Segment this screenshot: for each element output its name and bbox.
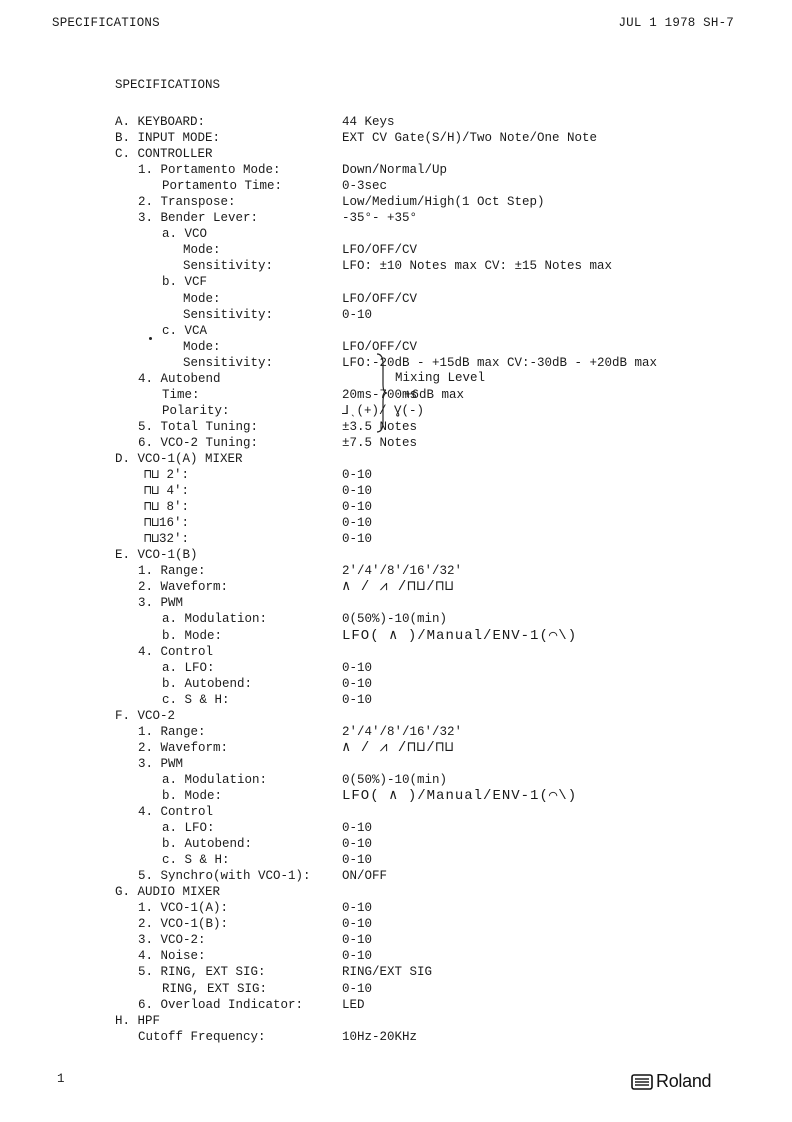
spec-label: Mode: <box>183 291 221 306</box>
spec-value: LFO: ±10 Notes max CV: ±15 Notes max <box>342 259 613 274</box>
spec-value: 0-10 <box>342 949 373 964</box>
spec-value: 0-10 <box>342 468 373 483</box>
spec-label: Cutoff Frequency: <box>138 1029 266 1044</box>
spec-value: LED <box>342 997 365 1012</box>
spec-row <box>0 611 792 627</box>
spec-value: 0-10 <box>342 660 373 675</box>
spec-value: ±3.5 Notes <box>342 419 418 434</box>
spec-value: 0-10 <box>342 901 373 916</box>
spec-label: b. Autobend: <box>162 837 253 852</box>
page-number: 1 <box>57 1072 65 1086</box>
spec-value: LFO( ∧ )/Manual/ENV-1(⌒\) <box>342 627 578 644</box>
spec-label: Portamento Time: <box>162 179 283 194</box>
spec-row <box>0 964 792 980</box>
spec-value: EXT CV Gate(S/H)/Two Note/One Note <box>342 131 598 146</box>
spec-label: G. AUDIO MIXER <box>115 885 221 900</box>
spec-label: c. S & H: <box>162 853 230 868</box>
spec-value: LFO/OFF/CV <box>342 291 418 306</box>
spec-row <box>0 1029 792 1045</box>
spec-label: 1. Range: <box>138 724 206 739</box>
spec-value: 0-10 <box>342 853 373 868</box>
spec-label: 5. Total Tuning: <box>138 419 259 434</box>
spec-row <box>0 291 792 307</box>
spec-row <box>0 339 792 355</box>
spec-value: 0-10 <box>342 821 373 836</box>
spec-label: Polarity: <box>162 403 230 418</box>
spec-value: 0-10 <box>342 484 373 499</box>
spec-label: b. Autobend: <box>162 676 253 691</box>
spec-row <box>0 724 792 740</box>
spec-row <box>0 467 792 483</box>
spec-row <box>0 1013 792 1029</box>
spec-list <box>0 114 792 1045</box>
spec-value: 0-10 <box>342 307 373 322</box>
spec-label: E. VCO-1(B) <box>115 548 198 563</box>
spec-row <box>0 676 792 692</box>
spec-row <box>0 772 792 788</box>
spec-label: ⊓⊔16': <box>144 516 190 531</box>
spec-value: 0-10 <box>342 917 373 932</box>
spec-row <box>0 435 792 451</box>
spec-row <box>0 836 792 852</box>
spec-row <box>0 226 792 242</box>
spec-value: 0-10 <box>342 837 373 852</box>
spec-value: ⅃ˎ(+)/ Ɣ(-) <box>342 403 424 418</box>
document-title: SPECIFICATIONS <box>115 78 221 92</box>
spec-row <box>0 884 792 900</box>
spec-label: RING, EXT SIG: <box>162 981 268 996</box>
spec-value: 0-10 <box>342 933 373 948</box>
spec-label: H. HPF <box>115 1013 161 1028</box>
spec-row <box>0 242 792 258</box>
spec-label: 2. VCO-1(B): <box>138 917 229 932</box>
spec-row <box>0 900 792 916</box>
spec-row <box>0 515 792 531</box>
spec-label: c. S & H: <box>162 692 230 707</box>
spec-value: LFO/OFF/CV <box>342 339 418 354</box>
spec-row <box>0 932 792 948</box>
spec-row <box>0 820 792 836</box>
spec-row <box>0 579 792 595</box>
spec-row <box>0 258 792 274</box>
spec-label: 6. Overload Indicator: <box>138 997 304 1012</box>
spec-label: 1. Portamento Mode: <box>138 163 281 178</box>
spec-row <box>0 403 792 419</box>
spec-label: ⊓⊔ 8': <box>144 500 190 515</box>
mixer-brace <box>375 352 389 434</box>
spec-row <box>0 804 792 820</box>
spec-value: 10Hz-20KHz <box>342 1029 418 1044</box>
spec-row <box>0 146 792 162</box>
spec-label: b. Mode: <box>162 788 223 803</box>
spec-value: ∧ / ⩘ /⊓⊔/⊓⊔ <box>342 579 455 596</box>
spec-row <box>0 644 792 660</box>
roland-r-mark-icon <box>631 1074 653 1090</box>
spec-row <box>0 323 792 339</box>
spec-row <box>0 595 792 611</box>
spec-label: 3. PWM <box>138 596 184 611</box>
spec-value: 2'/4'/8'/16'/32' <box>342 724 463 739</box>
spec-label: 2. Waveform: <box>138 740 229 755</box>
spec-row <box>0 788 792 804</box>
spec-label: Sensitivity: <box>183 355 274 370</box>
spec-label: a. LFO: <box>162 660 215 675</box>
spec-row <box>0 948 792 964</box>
spec-row <box>0 981 792 997</box>
spec-label: 3. Bender Lever: <box>138 211 259 226</box>
spec-row <box>0 274 792 290</box>
spec-value: 0-10 <box>342 676 373 691</box>
spec-label: c. VCA <box>162 323 208 338</box>
spec-label: a. LFO: <box>162 821 215 836</box>
spec-label: 2. Transpose: <box>138 195 236 210</box>
spec-label: Sensitivity: <box>183 307 274 322</box>
spec-row <box>0 628 792 644</box>
spec-value: ∧ / ⩘ /⊓⊔/⊓⊔ <box>342 739 455 756</box>
roland-logo <box>631 1071 711 1092</box>
spec-value: 0-10 <box>342 532 373 547</box>
spec-row <box>0 499 792 515</box>
spec-label: ⊓⊔ 2': <box>144 468 190 483</box>
spec-row <box>0 419 792 435</box>
spec-value: ±7.5 Notes <box>342 435 418 450</box>
spec-row <box>0 997 792 1013</box>
spec-label: 2. Waveform: <box>138 580 229 595</box>
spec-label: b. VCF <box>162 275 208 290</box>
spec-value: 0-10 <box>342 516 373 531</box>
spec-label: a. VCO <box>162 227 208 242</box>
spec-label: C. CONTROLLER <box>115 147 213 162</box>
spec-value: 0-10 <box>342 692 373 707</box>
spec-row <box>0 852 792 868</box>
spec-row <box>0 355 792 371</box>
spec-row <box>0 210 792 226</box>
spec-label: a. Modulation: <box>162 772 268 787</box>
spec-value: Low/Medium/High(1 Oct Step) <box>342 195 545 210</box>
spec-value: 0-10 <box>342 981 373 996</box>
spec-label: D. VCO-1(A) MIXER <box>115 451 243 466</box>
spec-value: 44 Keys <box>342 115 395 129</box>
header-date-model: JUL 1 1978 SH-7 <box>618 16 734 30</box>
spec-label: 4. Control <box>138 805 214 820</box>
spec-value: LFO:-20dB - +15dB max CV:-30dB - +20dB max <box>342 355 658 370</box>
spec-row <box>0 130 792 146</box>
spec-row <box>0 531 792 547</box>
spec-row <box>0 483 792 499</box>
spec-label: 1. VCO-1(A): <box>138 901 229 916</box>
spec-row <box>0 660 792 676</box>
spec-value: 0(50%)-10(min) <box>342 612 448 627</box>
spec-value: 0-10 <box>342 500 373 515</box>
spec-value: 20ms-700ms <box>342 387 418 402</box>
mixer-note-line1: Mixing Level <box>395 371 486 385</box>
spec-row <box>0 916 792 932</box>
spec-label: 3. PWM <box>138 756 184 771</box>
spec-label: B. INPUT MODE: <box>115 131 221 146</box>
spec-label: ⊓⊔ 4': <box>144 484 190 499</box>
spec-row <box>0 307 792 323</box>
spec-row <box>0 114 792 130</box>
spec-value: 0(50%)-10(min) <box>342 772 448 787</box>
spec-label: 1. Range: <box>138 564 206 579</box>
roland-wordmark: Roland <box>656 1071 712 1091</box>
spec-label: a. Modulation: <box>162 612 268 627</box>
spec-label: F. VCO-2 <box>115 708 176 723</box>
spec-label: Mode: <box>183 339 221 354</box>
spec-row <box>0 756 792 772</box>
spec-value: 0-3sec <box>342 179 388 194</box>
spec-label: 5. RING, EXT SIG: <box>138 965 266 980</box>
spec-value: -35°- +35° <box>342 211 418 226</box>
spec-label: 4. Control <box>138 644 214 659</box>
spec-value: Down/Normal/Up <box>342 163 448 178</box>
spec-label: 5. Synchro(with VCO-1): <box>138 869 311 884</box>
spec-label: 4. Noise: <box>138 949 206 964</box>
spec-row <box>0 451 792 467</box>
spec-label: Time: <box>162 387 200 402</box>
spec-row <box>0 162 792 178</box>
spec-label: A. KEYBOARD: <box>115 115 206 129</box>
spec-row <box>0 194 792 210</box>
spec-label: ⊓⊔32': <box>144 532 190 547</box>
spec-row <box>0 868 792 884</box>
spec-value: 2'/4'/8'/16'/32' <box>342 564 463 579</box>
mixer-note-line2: +6dB max <box>404 388 465 402</box>
stray-mark <box>149 337 152 340</box>
spec-label: Mode: <box>183 243 221 258</box>
spec-row <box>0 563 792 579</box>
spec-row <box>0 708 792 724</box>
spec-row <box>0 547 792 563</box>
spec-row <box>0 178 792 194</box>
spec-value: RING/EXT SIG <box>342 965 433 980</box>
spec-label: 4. Autobend <box>138 371 221 386</box>
spec-label: 6. VCO-2 Tuning: <box>138 435 259 450</box>
spec-row <box>0 387 792 403</box>
spec-label: b. Mode: <box>162 628 223 643</box>
spec-value: LFO/OFF/CV <box>342 243 418 258</box>
spec-value: ON/OFF <box>342 869 388 884</box>
spec-value: LFO( ∧ )/Manual/ENV-1(⌒\) <box>342 787 578 804</box>
spec-row <box>0 740 792 756</box>
spec-label: Sensitivity: <box>183 259 274 274</box>
header-left-title: SPECIFICATIONS <box>52 16 160 30</box>
spec-row <box>0 692 792 708</box>
spec-label: 3. VCO-2: <box>138 933 206 948</box>
